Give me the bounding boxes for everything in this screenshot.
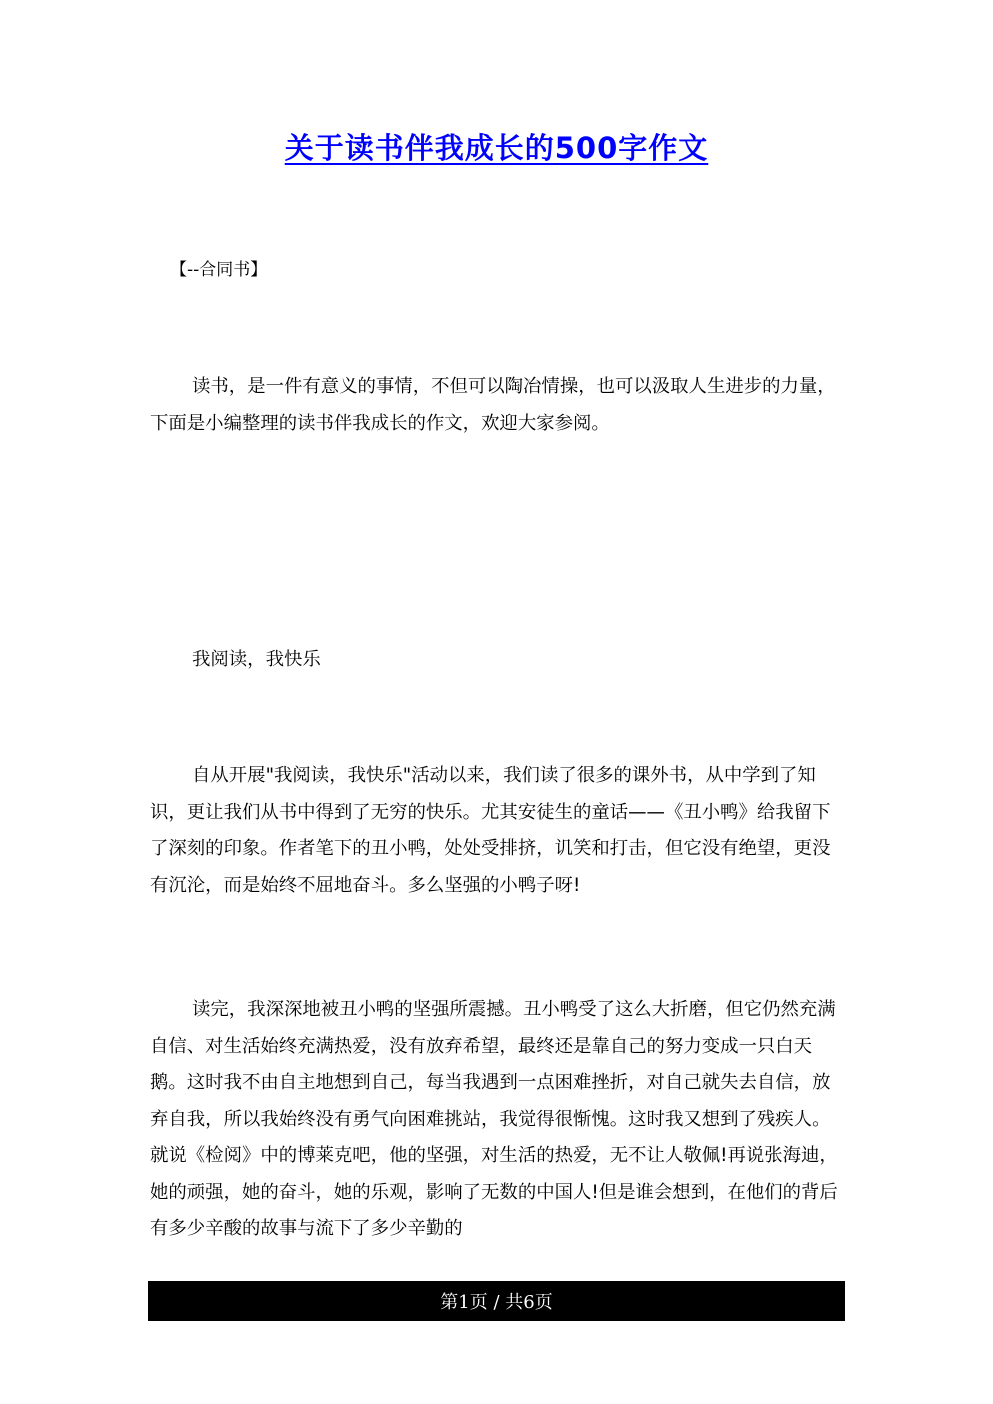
paragraph-body-1: 自从开展"我阅读，我快乐"活动以来，我们读了很多的课外书，从中学到了知识，更让我们从书中得到了无穷的快乐。尤其安徒生的童话——《丑小鸭》给我留下了深刻的印象。作者笔下的丑小鸭，处处受排挤，讥笑和打击，但它没有绝望，更没有沉沦，而是始终不屈地奋斗。多么坚强的小鸭子呀! bbox=[150, 765, 831, 896]
paragraph-body-2: 读完，我深深地被丑小鸭的坚强所震撼。丑小鸭受了这么大折磨，但它仍然充满自信、对生活始终充满热爱，没有放弃希望，最终还是靠自己的努力变成一只白天鹅。这时我不由自主地想到自己，每当我遇到一点困难挫折，对自己就失去自信，放弃自我，所以我始终没有勇气向困难挑站，我觉得很惭愧。这时我又想到了残疾人。就说《检阅》中的博莱克吧，他的坚强，对生活的热爱，无不让人敬佩!再说张海迪，她的顽强，她的奋斗，她的乐观，影响了无数的中国人!但是谁会想到，在他们的背后有多少辛酸的故事与流下了多少辛勤的 bbox=[150, 999, 838, 1239]
page-footer bbox=[148, 1281, 845, 1321]
category-tag: 【--合同书】 bbox=[170, 260, 268, 280]
page-number: 第1页 / 共6页 bbox=[440, 1292, 553, 1313]
paragraph-subheading: 我阅读，我快乐 bbox=[192, 649, 321, 670]
paragraph-intro: 读书，是一件有意义的事情，不但可以陶冶情操，也可以汲取人生进步的力量，下面是小编整理的读书伴我成长的作文，欢迎大家参阅。 bbox=[150, 376, 836, 434]
document-title: 关于读书伴我成长的500字作文 bbox=[284, 131, 709, 165]
